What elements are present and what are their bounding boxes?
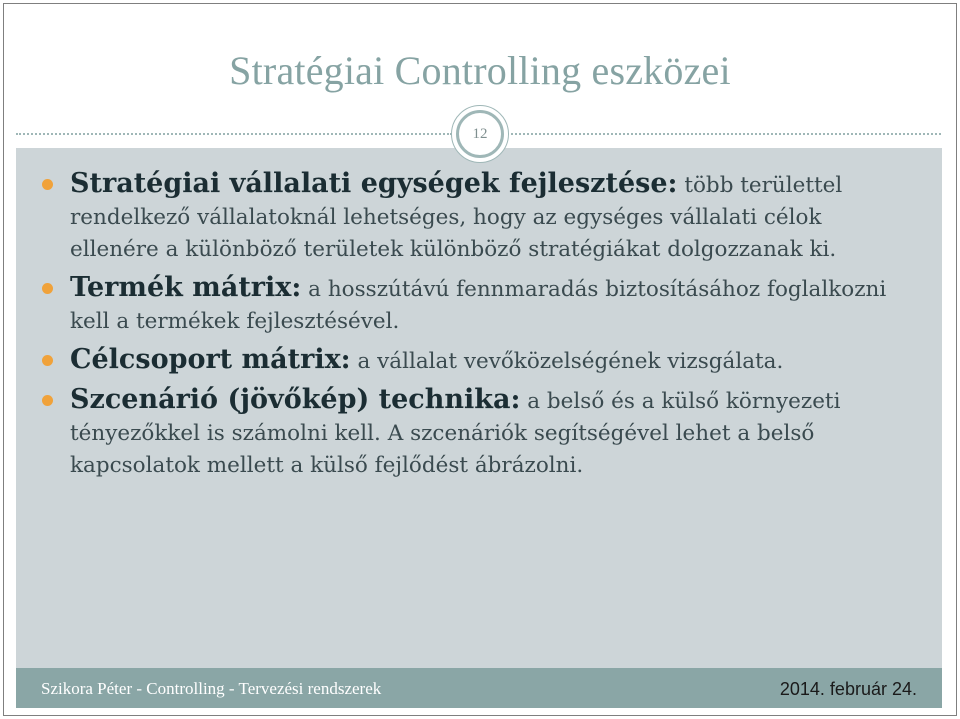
title-divider-right — [507, 133, 941, 135]
bullet-list — [36, 168, 906, 488]
footer-date: 2014. február 24. — [779, 679, 917, 699]
bullet-text: a belső és a külső környezeti tényezőkkel is számolni kell. A szcenáriók segítségével lehet a belső kapcsolatok mellett a külső fejlődést ábrázolni. — [70, 389, 841, 478]
bullet-text: a hosszútávú fennmaradás biztosításához foglalkozni kell a termékek fejlesztésével. — [70, 277, 887, 334]
title-divider-left — [16, 133, 452, 135]
bullet-text: a vállalat vevőközelségének vizsgálata. — [350, 349, 784, 374]
bullet-text: több területtel rendelkező vállalatoknál lehetséges, hogy az egységes vállalati célok ellenére a különböző területek különböző stratégiákat dolgozzanak ki. — [70, 173, 843, 262]
bullet-item — [36, 344, 906, 378]
page-number-badge: 12 — [456, 110, 504, 158]
bullet-term: Szcenárió (jövőkép) technika: — [70, 384, 521, 415]
slide-title: Stratégiai Controlling eszközei — [229, 48, 731, 93]
bullet-dot-icon — [42, 283, 53, 294]
bullet-term: Célcsoport mátrix: — [70, 344, 351, 375]
bullet-item — [36, 168, 906, 266]
bullet-dot-icon — [42, 179, 53, 190]
bullet-term: Termék mátrix: — [70, 272, 302, 303]
bullet-item — [36, 384, 906, 482]
bullet-dot-icon — [42, 355, 53, 366]
bullet-term: Stratégiai vállalati egységek fejlesztése: — [70, 168, 678, 199]
footer-author-course: Szikora Péter - Controlling - Tervezési rendszerek — [41, 679, 382, 698]
bullet-dot-icon — [42, 395, 53, 406]
bullet-item — [36, 272, 906, 338]
